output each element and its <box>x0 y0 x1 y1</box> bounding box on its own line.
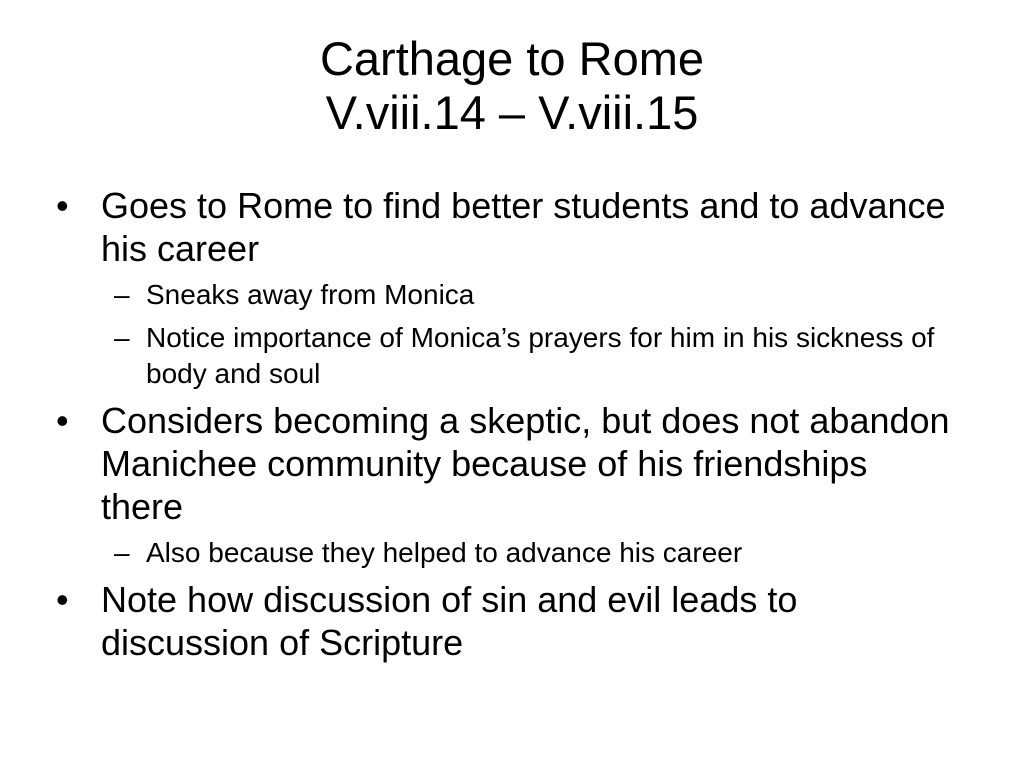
bullet-point-2 <box>56 399 956 571</box>
dash-icon: – <box>114 537 130 568</box>
slide-title-line-2: V.viii.14 – V.viii.15 <box>325 86 699 139</box>
sub-bullet-point-1-1 <box>101 277 956 313</box>
sub-bullet-text: Sneaks away from Monica <box>146 279 475 310</box>
bullet-icon: • <box>56 185 69 226</box>
sub-bullet-list <box>101 277 956 392</box>
sub-bullet-point-2-1 <box>101 535 956 571</box>
sub-bullet-point-1-2 <box>101 320 956 392</box>
sub-bullet-text: Notice importance of Monica’s prayers for him in his sickness of body and soul <box>146 322 935 389</box>
sub-bullet-text: Also because they helped to advance his career <box>146 537 743 568</box>
bullet-point-1 <box>56 184 956 392</box>
bullet-text: Considers becoming a skeptic, but does not abandon Manichee community because of his friendships there <box>101 400 950 527</box>
bullet-text: Goes to Rome to find better students and to advance his career <box>101 185 946 269</box>
bullet-point-3 <box>56 578 956 664</box>
bullet-icon: • <box>56 579 69 620</box>
bullet-icon: • <box>56 400 69 441</box>
bullet-list <box>56 184 956 668</box>
dash-icon: – <box>114 279 130 310</box>
bullet-text: Note how discussion of sin and evil leads to discussion of Scripture <box>101 579 798 663</box>
sub-bullet-list <box>101 535 956 571</box>
slide-title-line-1: Carthage to Rome <box>319 32 705 85</box>
slide-title <box>0 32 1024 140</box>
dash-icon: – <box>114 322 130 353</box>
